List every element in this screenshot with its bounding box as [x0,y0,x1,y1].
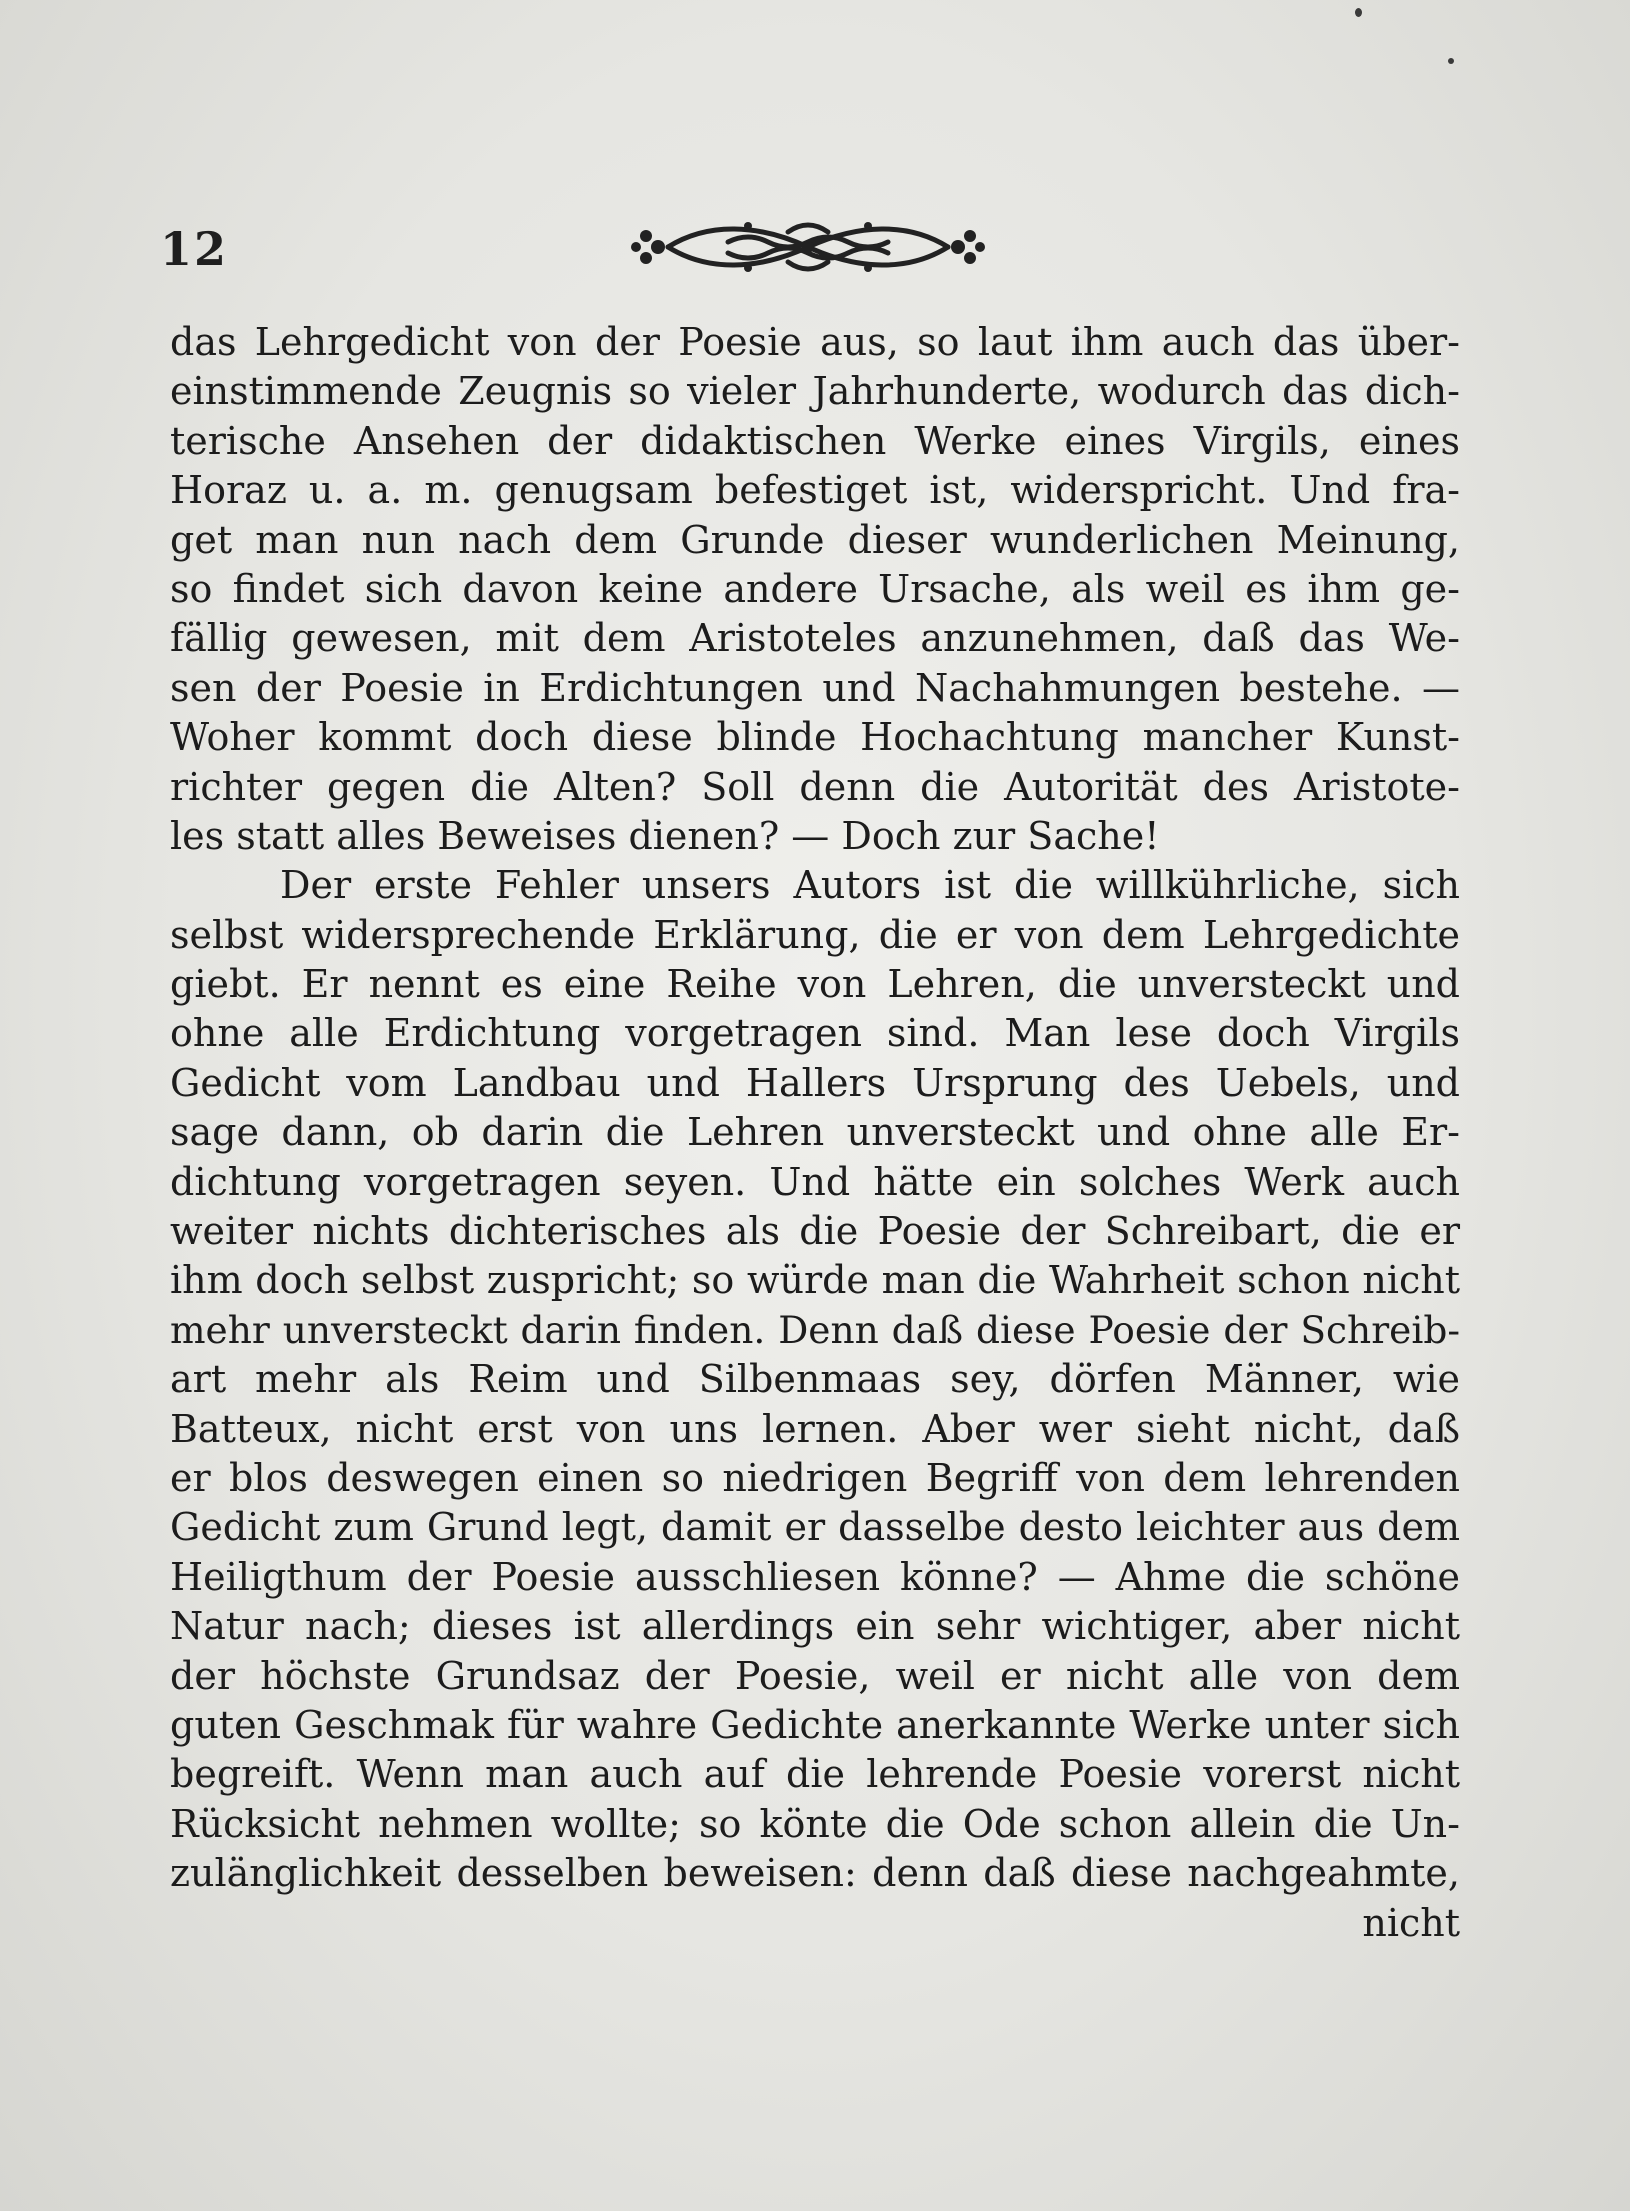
text-line: Woher kommt doch diese blinde Hochachtung mancher Kunst- [170,715,1460,760]
printer-ornament-icon [628,212,988,282]
body-text [170,318,1460,1948]
catchword: nicht [1362,1900,1460,1945]
text-line: selbst widersprechende Erklärung, die er von dem Lehrgedichte [170,912,1460,957]
text-line: Natur nach; dieses ist allerdings ein sehr wichtiger, aber nicht [170,1604,1460,1649]
text-line: der höchste Grundsaz der Poesie, weil er nicht alle von dem [170,1653,1460,1698]
text-line: er blos deswegen einen so niedrigen Begriff von dem lehrenden [170,1455,1460,1500]
ink-speck [1448,58,1454,64]
text-line: Horaz u. a. m. genugsam befestiget ist, widerspricht. Und fra- [170,468,1460,513]
text-line: art mehr als Reim und Silbenmaas sey, dörfen Männer, wie [170,1357,1460,1402]
text-line: fällig gewesen, mit dem Aristoteles anzunehmen, daß das We- [170,616,1460,661]
page-number: 12 [160,222,229,276]
text-line: terische Ansehen der didaktischen Werke eines Virgils, eines [170,418,1460,463]
text-line: giebt. Er nennt es eine Reihe von Lehren, die unversteckt und [170,962,1460,1007]
text-line: Gedicht zum Grund legt, damit er dasselbe desto leichter aus dem [170,1505,1460,1550]
text-line: Gedicht vom Landbau und Hallers Ursprung des Uebels, und [170,1060,1460,1105]
text-line: sen der Poesie in Erdichtungen und Nachahmungen bestehe. — [170,665,1460,710]
text-line: das Lehrgedicht von der Poesie aus, so laut ihm auch das über- [170,320,1460,364]
text-line: zulänglichkeit desselben beweisen: denn daß diese nachgeahmte, [170,1851,1460,1896]
paragraph-first-line: Der erste Fehler unsers Autors ist die willkührliche, sich [280,863,1460,908]
text-line: dichtung vorgetragen seyen. Und hätte ein solches Werk auch [170,1159,1460,1204]
text-line: Heiligthum der Poesie ausschliesen könne? — Ahme die schöne [170,1554,1460,1599]
text-line: les statt alles Beweises dienen? — Doch zur Sache! [170,813,1160,858]
text-line: guten Geschmak für wahre Gedichte anerkannte Werke unter sich [170,1702,1460,1747]
text-line: sage dann, ob darin die Lehren unversteckt und ohne alle Er- [170,1110,1460,1155]
text-line: einstimmende Zeugnis so vieler Jahrhunderte, wodurch das dich- [170,369,1460,414]
text-line: ohne alle Erdichtung vorgetragen sind. Man lese doch Virgils [170,1011,1460,1056]
text-line: mehr unversteckt darin finden. Denn daß diese Poesie der Schreib- [170,1307,1460,1352]
text-line: richter gegen die Alten? Soll denn die Autorität des Aristote- [170,764,1460,809]
text-line: ihm doch selbst zuspricht; so würde man die Wahrheit schon nicht [170,1258,1460,1303]
text-line: so findet sich davon keine andere Ursache, als weil es ihm ge- [170,566,1460,611]
text-line: Batteux, nicht erst von uns lernen. Aber wer sieht nicht, daß [170,1406,1460,1451]
ink-speck [1355,8,1362,17]
text-line: weiter nichts dichterisches als die Poesie der Schreibart, die er [170,1209,1460,1254]
text-line: get man nun nach dem Grunde dieser wunderlichen Meinung, [170,517,1460,562]
text-line: Rücksicht nehmen wollte; so könte die Ode schon allein die Un- [170,1801,1460,1846]
text-line: begreift. Wenn man auch auf die lehrende Poesie vorerst nicht [170,1752,1460,1797]
